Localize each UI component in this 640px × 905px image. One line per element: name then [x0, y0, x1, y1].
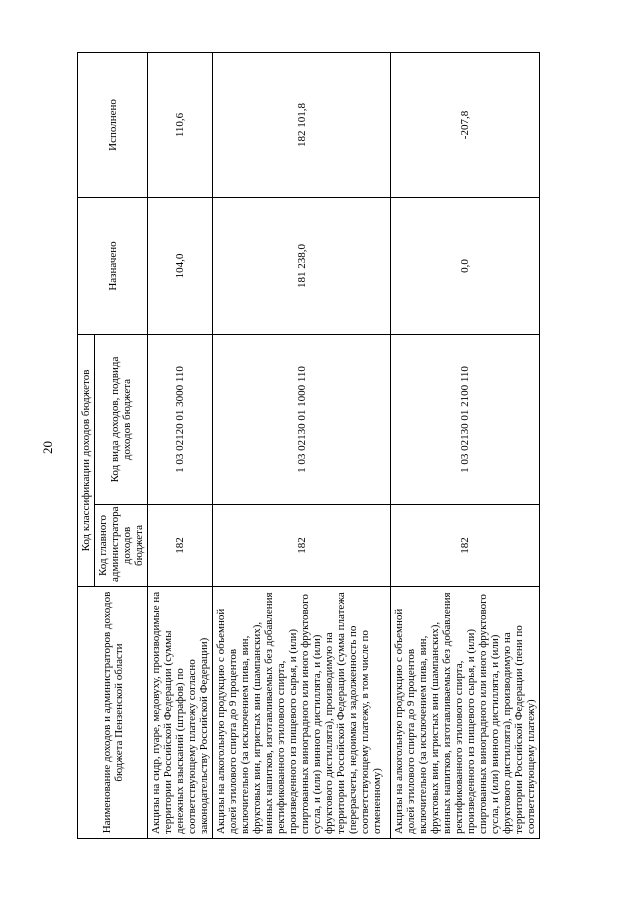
- row-income-code: 1 03 02130 01 1000 110: [213, 335, 391, 505]
- table-row: [213, 53, 391, 839]
- row-assigned: 104,0: [148, 198, 213, 335]
- row-income-code: 1 03 02130 01 2100 110: [391, 335, 540, 505]
- header-executed: Исполнено: [78, 53, 148, 198]
- row-executed: -207,8: [391, 53, 540, 198]
- row-admin-code: 182: [391, 505, 540, 587]
- row-assigned: 0,0: [391, 198, 540, 335]
- page-number: 20: [40, 441, 55, 454]
- row-name: Акцизы на сидр, пуаре, медовуху, производимые на территории Российской Федерации (суммы денежных взысканий (штрафов) по соответствующему платежу согласно законодательству Российской Федерации): [148, 587, 213, 839]
- row-admin-code: 182: [148, 505, 213, 587]
- row-income-code: 1 03 02120 01 3000 110: [148, 335, 213, 505]
- row-name: Акцизы на алкогольную продукцию с объемной долей этилового спирта до 9 процентов включительно (за исключением пива, вин, фруктовых вин, игристых вин (шампанских), винных напитков, изготавливаемых без добавления ректификованного этилового спирта, произведенного из пищевого сырья, и (или) спиртованных виноградного или иного фруктового сусла, и (или) винного дистиллята, и (или) фруктового дистиллята), производимую на территории Российской Федерации (пени по соответствующему платежу): [391, 587, 540, 839]
- row-admin-code: 182: [213, 505, 391, 587]
- header-classification-group: Код классификации доходов бюджетов: [78, 335, 95, 587]
- row-assigned: 181 238,0: [213, 198, 391, 335]
- header-name: Наименование доходов и администраторов доходов бюджета Пензенской области: [78, 587, 148, 839]
- table-row: [391, 53, 540, 839]
- row-name: Акцизы на алкогольную продукцию с объемной долей этилового спирта до 9 процентов включительно (за исключением пива, вин, фруктовых вин, игристых вин (шампанских), винных напитков, изготавливаемых без добавления ректификованного этилового спирта, произведенного из пищевого сырья, и (или) спиртованных виноградного или иного фруктового сусла, и (или) винного дистиллята, и (или) фруктового дистиллята), производимую на территории Российской Федерации (сумма платежа (перерасчеты, недоимка и задолженность по соответствующему платежу, в том числе по отмененному): [213, 587, 391, 839]
- budget-table-wrapper: [77, 53, 537, 839]
- rotated-table-container: [77, 53, 537, 839]
- header-assigned: Назначено: [78, 198, 148, 335]
- row-executed: 182 101,8: [213, 53, 391, 198]
- row-executed: 110,6: [148, 53, 213, 198]
- header-income-code: Код вида доходов, подвида доходов бюджета: [95, 335, 148, 505]
- table-row: [148, 53, 213, 839]
- budget-income-table: [77, 52, 540, 839]
- header-admin-code: Код главного администратора доходов бюджета: [95, 505, 148, 587]
